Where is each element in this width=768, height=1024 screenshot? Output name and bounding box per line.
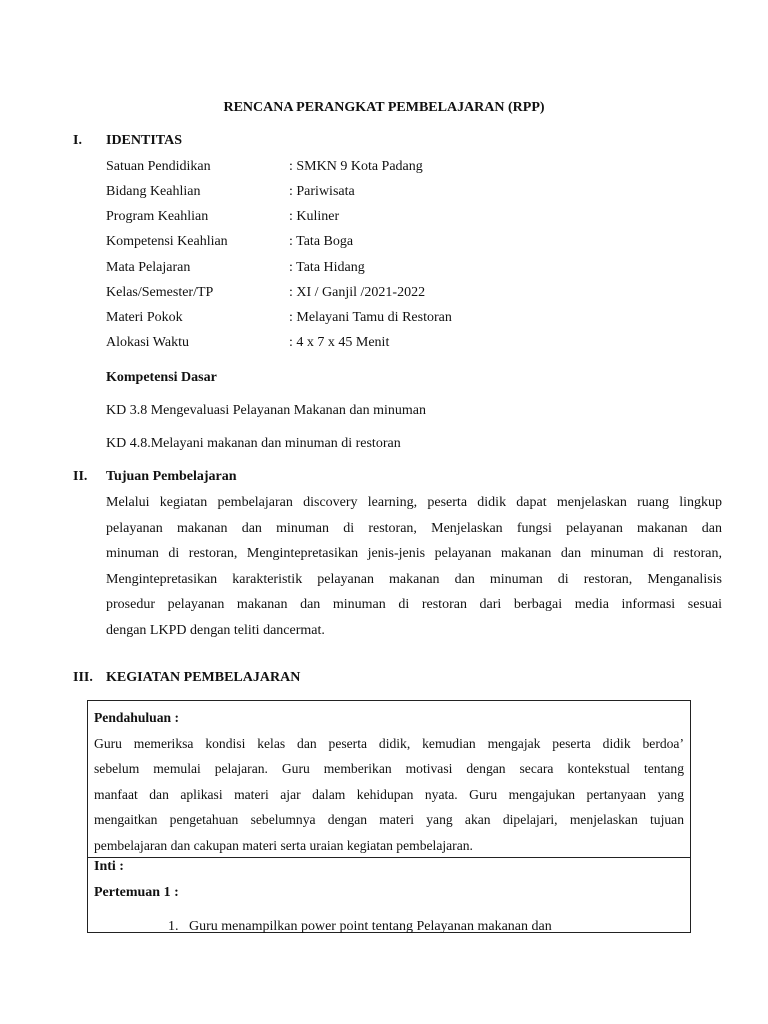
pertemuan-label: Pertemuan 1 : [94,885,179,900]
kd-item: KD 4.8.Melayani makanan dan minuman di restoran [106,436,401,451]
identity-label: Materi Pokok [106,310,183,325]
section-number-2: II. [73,469,88,484]
list-item-number: 1. [168,919,179,934]
pendahuluan-cell [88,701,690,858]
identity-value: : Melayani Tamu di Restoran [289,310,452,325]
paragraph-line: Melalui kegiatan pembelajaran discovery learning, peserta didik dapat menjelaskan ruang lingkup [106,495,722,510]
identity-label: Satuan Pendidikan [106,159,211,174]
section-number-1: I. [73,133,82,148]
document-title: RENCANA PERANGKAT PEMBELAJARAN (RPP) [223,100,545,115]
identity-value: : Tata Boga [289,234,354,249]
identity-value: : Tata Hidang [289,260,365,275]
paragraph-line: Mengintepretasikan karakteristik pelayanan makanan dan minuman di restoran, Menganalisis [106,571,722,587]
paragraph-line: mengaitkan pengetahuan sebelumnya dengan materi yang akan dipelajari, menjelaskan tujuan [94,812,684,827]
paragraph-line: pembelajaran dan cakupan materi serta uraian kegiatan pembelajaran. [94,837,473,853]
identity-value: : 4 x 7 x 45 Menit [289,335,390,350]
paragraph-line: dengan LKPD dengan teliti dancermat. [106,622,325,638]
section-title-identitas: IDENTITAS [106,133,182,148]
section-title-tujuan: Tujuan Pembelajaran [106,469,237,484]
identity-label: Program Keahlian [106,209,209,224]
paragraph-line: sebelum memulai pelajaran. Guru memberikan motivasi dengan secara kontekstual tentang [94,761,684,776]
identity-label: Mata Pelajaran [106,260,191,275]
paragraph-line: minuman di restoran, Mengintepretasikan jenis-jenis pelayanan makanan dan minuman di restoran, [106,546,722,561]
identity-label: Alokasi Waktu [106,335,189,350]
inti-label: Inti : [94,859,124,874]
paragraph-line: Guru memeriksa kondisi kelas dan peserta didik, kemudian mengajak peserta didik berdoa’ [94,735,684,751]
tujuan-paragraph [106,490,722,643]
paragraph-line: pelayanan makanan dan minuman di restoran, Menjelaskan fungsi pelayanan makanan dan [106,520,722,536]
kegiatan-table [87,700,691,933]
inti-cell [88,857,690,932]
paragraph-line: prosedur pelayanan makanan dan minuman di restoran dari berbagai media informasi sesuai [106,597,722,612]
identity-value: : XI / Ganjil /2021-2022 [289,285,426,300]
pendahuluan-text [94,705,684,858]
paragraph-line: manfaat dan aplikasi materi ajar dalam kehidupan nyata. Guru mengajukan pertanyaan yang [94,786,684,802]
kompetensi-dasar-heading: Kompetensi Dasar [106,370,217,385]
identity-label: Kelas/Semester/TP [106,285,214,300]
identity-value: : SMKN 9 Kota Padang [289,159,423,174]
identity-value: : Pariwisata [289,184,355,199]
section-number-3: III. [73,670,93,685]
pendahuluan-label: Pendahuluan : [94,710,179,725]
kd-item: KD 3.8 Mengevaluasi Pelayanan Makanan dan minuman [106,403,426,418]
identity-label: Bidang Keahlian [106,184,201,199]
identity-value: : Kuliner [289,209,340,224]
section-title-kegiatan: KEGIATAN PEMBELAJARAN [106,670,301,685]
list-item-text: Guru menampilkan power point tentang Pelayanan makanan dan [189,919,552,934]
identity-label: Kompetensi Keahlian [106,234,228,249]
